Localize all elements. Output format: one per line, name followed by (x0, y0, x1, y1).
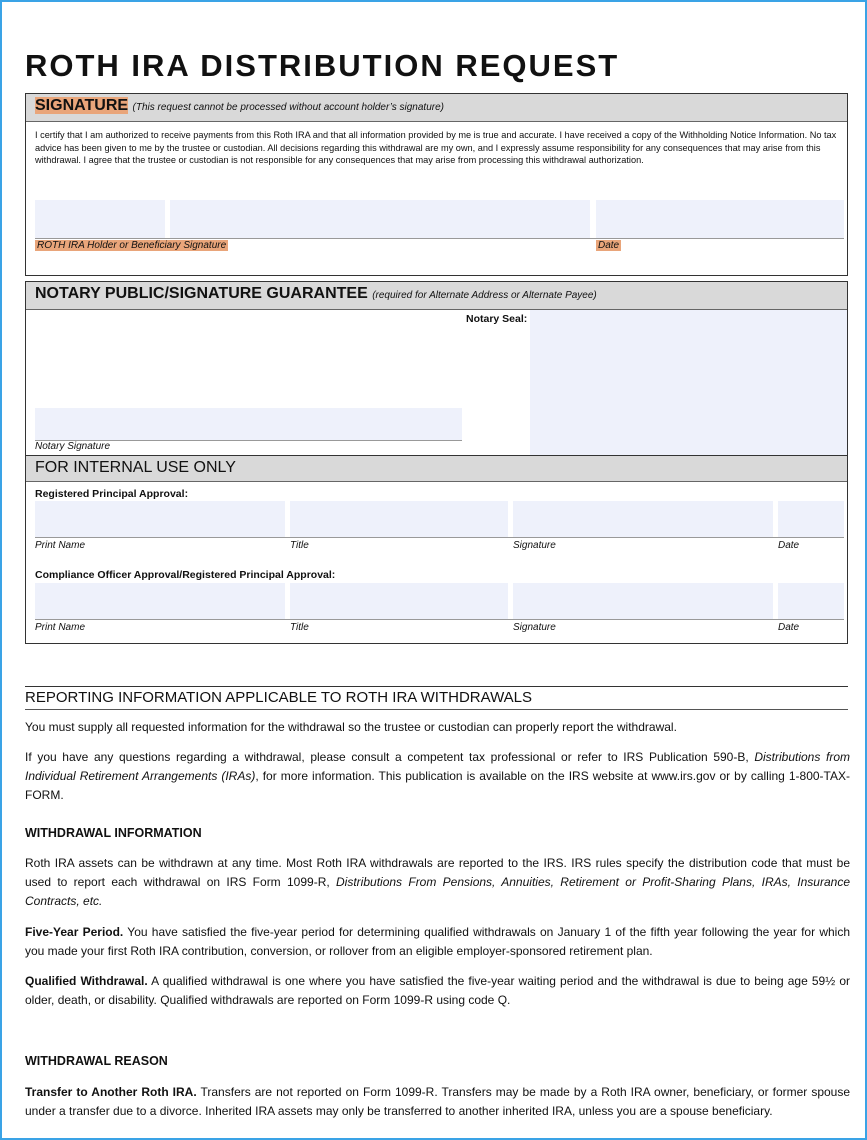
registered-line (35, 537, 844, 538)
reporting-paragraph-1: You must supply all requested information for the withdrawal so the trustee or custodian can properly report the withdrawal. (25, 720, 677, 734)
compliance-line (35, 619, 844, 620)
signature-header (26, 94, 847, 122)
reporting-heading: REPORTING INFORMATION APPLICABLE TO ROTH IRA WITHDRAWALS (25, 686, 848, 710)
withdrawal-information-paragraph: Roth IRA assets can be withdrawn at any time. Most Roth IRA withdrawals are reported to the IRS. IRS rules specify the distribution code that must be used to report each withdrawal on IRS Form 1099-R, Distributions From Pensions, Annuities, Retirement or Profit-Sharing Plans, IRAs, Insurance Contracts, etc. (25, 856, 850, 908)
notary-section (25, 281, 848, 456)
registered-date-caption: Date (778, 540, 800, 551)
compliance-print-name-field[interactable] (35, 583, 285, 619)
signature-caption: ROTH IRA Holder or Beneficiary Signature (37, 240, 227, 251)
signature-heading: SIGNATURE (35, 97, 129, 114)
signature-note: (This request cannot be processed without account holder’s signature) (132, 102, 444, 113)
notary-seal-label: Notary Seal: (466, 313, 528, 325)
registered-print-name-field[interactable] (35, 501, 285, 537)
withdrawal-reason-heading: WITHDRAWAL REASON (25, 1054, 168, 1068)
signature-section (25, 93, 848, 276)
transfer-paragraph: Transfer to Another Roth IRA. Transfers are not reported on Form 1099-R. Transfers may be made by a Roth IRA owner, beneficiary, or former spouse under a transfer due to a divorce. Inherited IRA assets may only be transferred to another inherited IRA, unless you are a spouse beneficiary. (25, 1085, 851, 1118)
compliance-signature-field[interactable] (513, 583, 773, 619)
registered-date-field[interactable] (778, 501, 844, 537)
page-title: ROTH IRA DISTRIBUTION REQUEST (25, 48, 620, 83)
compliance-date-field[interactable] (778, 583, 844, 619)
internal-header (26, 456, 847, 482)
compliance-title-caption: Title (290, 622, 309, 633)
signature-field-a[interactable] (35, 200, 165, 238)
notary-header (26, 282, 847, 310)
compliance-date-caption: Date (778, 622, 800, 633)
registered-principal-label: Registered Principal Approval: (35, 488, 189, 500)
notary-seal-area[interactable] (530, 310, 847, 456)
qualified-withdrawal-paragraph: Qualified Withdrawal. A qualified withdrawal is one where you have satisfied the five-year waiting period and the withdrawal is due to being age 59½ or older, death, or disability. Qualified withdrawals are reported on Form 1099-R using code Q. (25, 974, 850, 1007)
notary-signature-field[interactable] (35, 408, 462, 440)
registered-title-caption: Title (290, 540, 309, 551)
registered-signature-caption: Signature (513, 540, 556, 551)
compliance-label: Compliance Officer Approval/Registered Principal Approval: (35, 569, 336, 581)
certification-text: I certify that I am authorized to receive payments from this Roth IRA and that all information provided by me is true and accurate. I have received a copy of the Withholding Notice Information. No tax advice has been given to me by the trustee or custodian. All decisions regarding this withdrawal are my own, and I expressly assume responsibility for any consequences that may arise from this withdrawal. I agree that the trustee or custodian is not responsible for any consequences that may arise from processing this withdrawal authorization. (35, 130, 837, 166)
registered-title-field[interactable] (290, 501, 508, 537)
internal-section (25, 455, 848, 644)
signature-field-b[interactable] (170, 200, 590, 238)
notary-note: (required for Alternate Address or Alternate Payee) (372, 290, 597, 301)
notary-signature-caption: Notary Signature (35, 441, 111, 452)
signature-line (35, 238, 844, 239)
internal-heading: FOR INTERNAL USE ONLY (35, 459, 236, 476)
registered-signature-field[interactable] (513, 501, 773, 537)
five-year-paragraph: Five-Year Period. You have satisfied the five-year period for determining qualified withdrawals on January 1 of the fifth year following the year for which you made your first Roth IRA contribution, conversion, or rollover from an eligible employer-sponsored retirement plan. (25, 925, 850, 958)
withdrawal-information-heading: WITHDRAWAL INFORMATION (25, 826, 202, 840)
reporting-paragraph-2: If you have any questions regarding a withdrawal, please consult a competent tax professional or refer to IRS Publication 590-B, Distributions from Individual Retirement Arrangements (IRAs), for more information. This publication is available on the IRS website at www.irs.gov or by calling 1-800-TAX-FORM. (25, 750, 850, 802)
date-caption: Date (598, 240, 620, 251)
registered-print-name-caption: Print Name (35, 540, 86, 551)
compliance-title-field[interactable] (290, 583, 508, 619)
date-field[interactable] (596, 200, 844, 238)
compliance-signature-caption: Signature (513, 622, 556, 633)
compliance-print-name-caption: Print Name (35, 622, 86, 633)
notary-heading: NOTARY PUBLIC/SIGNATURE GUARANTEE (35, 285, 368, 302)
